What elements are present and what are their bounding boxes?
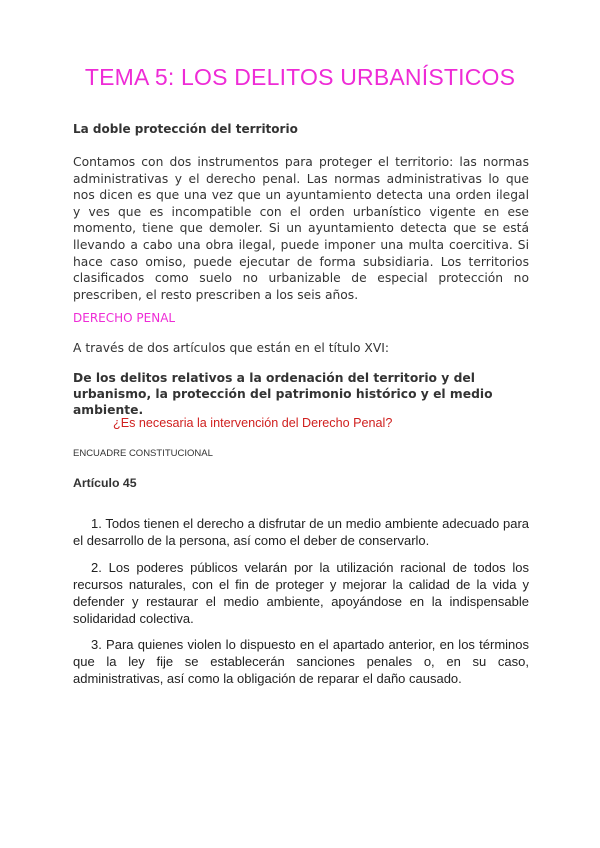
article-title: Artículo 45 — [73, 476, 137, 490]
article-item-2: 2. Los poderes públicos velarán por la utilización racional de todos los recursos naturales, con el fin de proteger y mejorar la calidad de la vida y defender y restaurar el medio ambiente, apoyándose en la indispensable solidaridad colectiva. — [73, 560, 529, 626]
section-subheading: La doble protección del territorio — [73, 122, 298, 136]
question-heading: ¿Es necesaria la intervención del Derecho Penal? — [113, 416, 393, 430]
article-item-3: 3. Para quienes violen lo dispuesto en el apartado anterior, en los términos que la ley fije se establecerán sanciones penales o, en su caso, administrativas, así como la obligación de reparar el daño causado. — [73, 637, 529, 686]
title-xvi-description: De los delitos relativos a la ordenación del territorio y del urbanismo, la protección del patrimonio histórico y el medio ambiente. — [73, 371, 493, 417]
article-item-1: 1. Todos tienen el derecho a disfrutar de un medio ambiente adecuado para el desarrollo de la persona, así como el deber de conservarlo. — [73, 516, 529, 548]
page-title: TEMA 5: LOS DELITOS URBANÍSTICOS — [84, 64, 516, 90]
encuadre-label: ENCUADRE CONSTITUCIONAL — [73, 448, 213, 459]
intro-paragraph: Contamos con dos instrumentos para proteger el territorio: las normas administrativas y el derecho penal. Las normas administrativas lo que nos dicen es que una vez que un ayuntamiento detecta una orden ilegal y ves que es incompatible con el orden urbanístico vigente en ese momento, tiene que demoler. Si un ayuntamiento detecta que se está llevando a cabo una obra ilegal, puede imponer una multa coercitiva. Si hace caso omiso, puede ejecutar de forma subsidiaria. Los territorios clasificados como suelo no urbanizable de especial protección no prescriben, el resto prescriben a los seis años. — [73, 155, 529, 302]
intro-line: A través de dos artículos que están en el título XVI: — [73, 341, 390, 355]
section-heading-derecho-penal: DERECHO PENAL — [73, 311, 176, 325]
